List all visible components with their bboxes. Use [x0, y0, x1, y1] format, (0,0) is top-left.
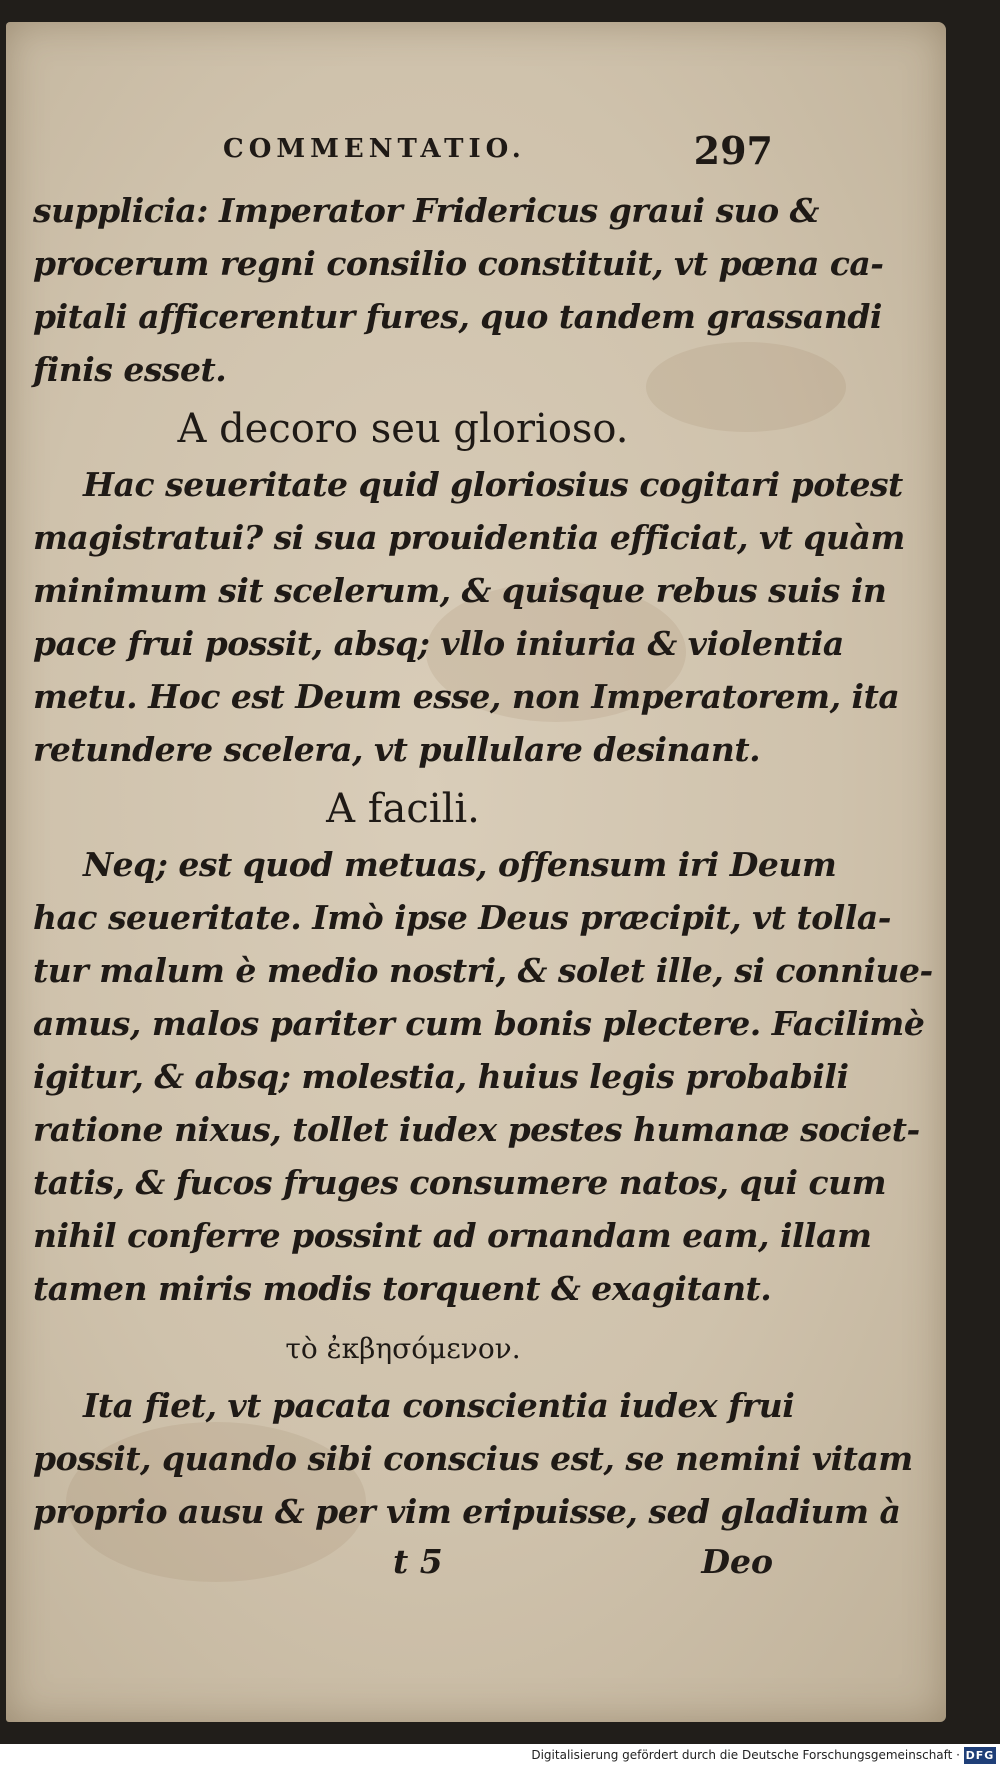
paragraph-1 [33, 184, 884, 396]
section-heading-decoro: A decoro seu glorioso. [177, 406, 629, 452]
text-line: tur malum è medio nostri, & solet ille, si conniue- [33, 951, 933, 990]
text-line: procerum regni consilio constituit, vt pœna ca- [33, 244, 884, 283]
catchline [33, 1538, 773, 1592]
catchword: Deo [701, 1542, 773, 1581]
page-header [33, 120, 773, 184]
text-line: Hac seueritate quid gloriosius cogitari potest [83, 465, 903, 504]
text-line: proprio ausu & per vim eripuisse, sed gladium à [33, 1492, 901, 1531]
text-line: possit, quando sibi conscius est, se nemini vitam [33, 1439, 913, 1478]
paragraph-4 [33, 1379, 913, 1538]
paragraph-3 [33, 838, 933, 1315]
signature-mark: t 5 [393, 1542, 443, 1581]
text-line: supplicia: Imperator Fridericus graui suo & [33, 191, 819, 230]
dfg-logo-icon: DFG [965, 1749, 995, 1762]
footer-bar [0, 1744, 1000, 1768]
text-line: finis esset. [33, 350, 227, 389]
text-line: pitali afficerentur fures, quo tandem grassandi [33, 297, 882, 336]
text-line: minimum sit scelerum, & quisque rebus suis in [33, 571, 887, 610]
funding-notice: Digitalisierung gefördert durch die Deutsche Forschungsgemeinschaft · [531, 1748, 960, 1762]
paragraph-2 [33, 458, 905, 776]
section-heading-facili: A facili. [326, 786, 480, 832]
text-line: pace frui possit, absq; vllo iniuria & violentia [33, 624, 844, 663]
text-line: magistratui? si sua prouidentia efficiat, vt quàm [33, 518, 905, 557]
text-line: ratione nixus, tollet iudex pestes humanæ societ- [33, 1110, 920, 1149]
text-line: igitur, & absq; molestia, huius legis probabili [33, 1057, 849, 1096]
running-head: COMMENTATIO. [223, 134, 526, 164]
page-number: 297 [693, 128, 773, 173]
text-line: retundere scelera, vt pullulare desinant. [33, 730, 761, 769]
text-line: metu. Hoc est Deum esse, non Imperatorem, ita [33, 677, 900, 716]
text-line: tamen miris modis torquent & exagitant. [33, 1269, 772, 1308]
text-line: Ita fiet, vt pacata conscientia iudex frui [83, 1386, 795, 1425]
page-text [33, 120, 933, 1592]
text-line: hac seueritate. Imò ipse Deus præcipit, vt tolla- [33, 898, 891, 937]
text-line: nihil conferre possint ad ornandam eam, illam [33, 1216, 872, 1255]
text-line: amus, malos pariter cum bonis plectere. Facilimè [33, 1004, 925, 1043]
section-heading-greek: τὸ ἐκβησόμενον. [285, 1332, 521, 1365]
text-line: Neq; est quod metuas, offensum iri Deum [83, 845, 837, 884]
text-line: tatis, & fucos fruges consumere natos, qui cum [33, 1163, 887, 1202]
